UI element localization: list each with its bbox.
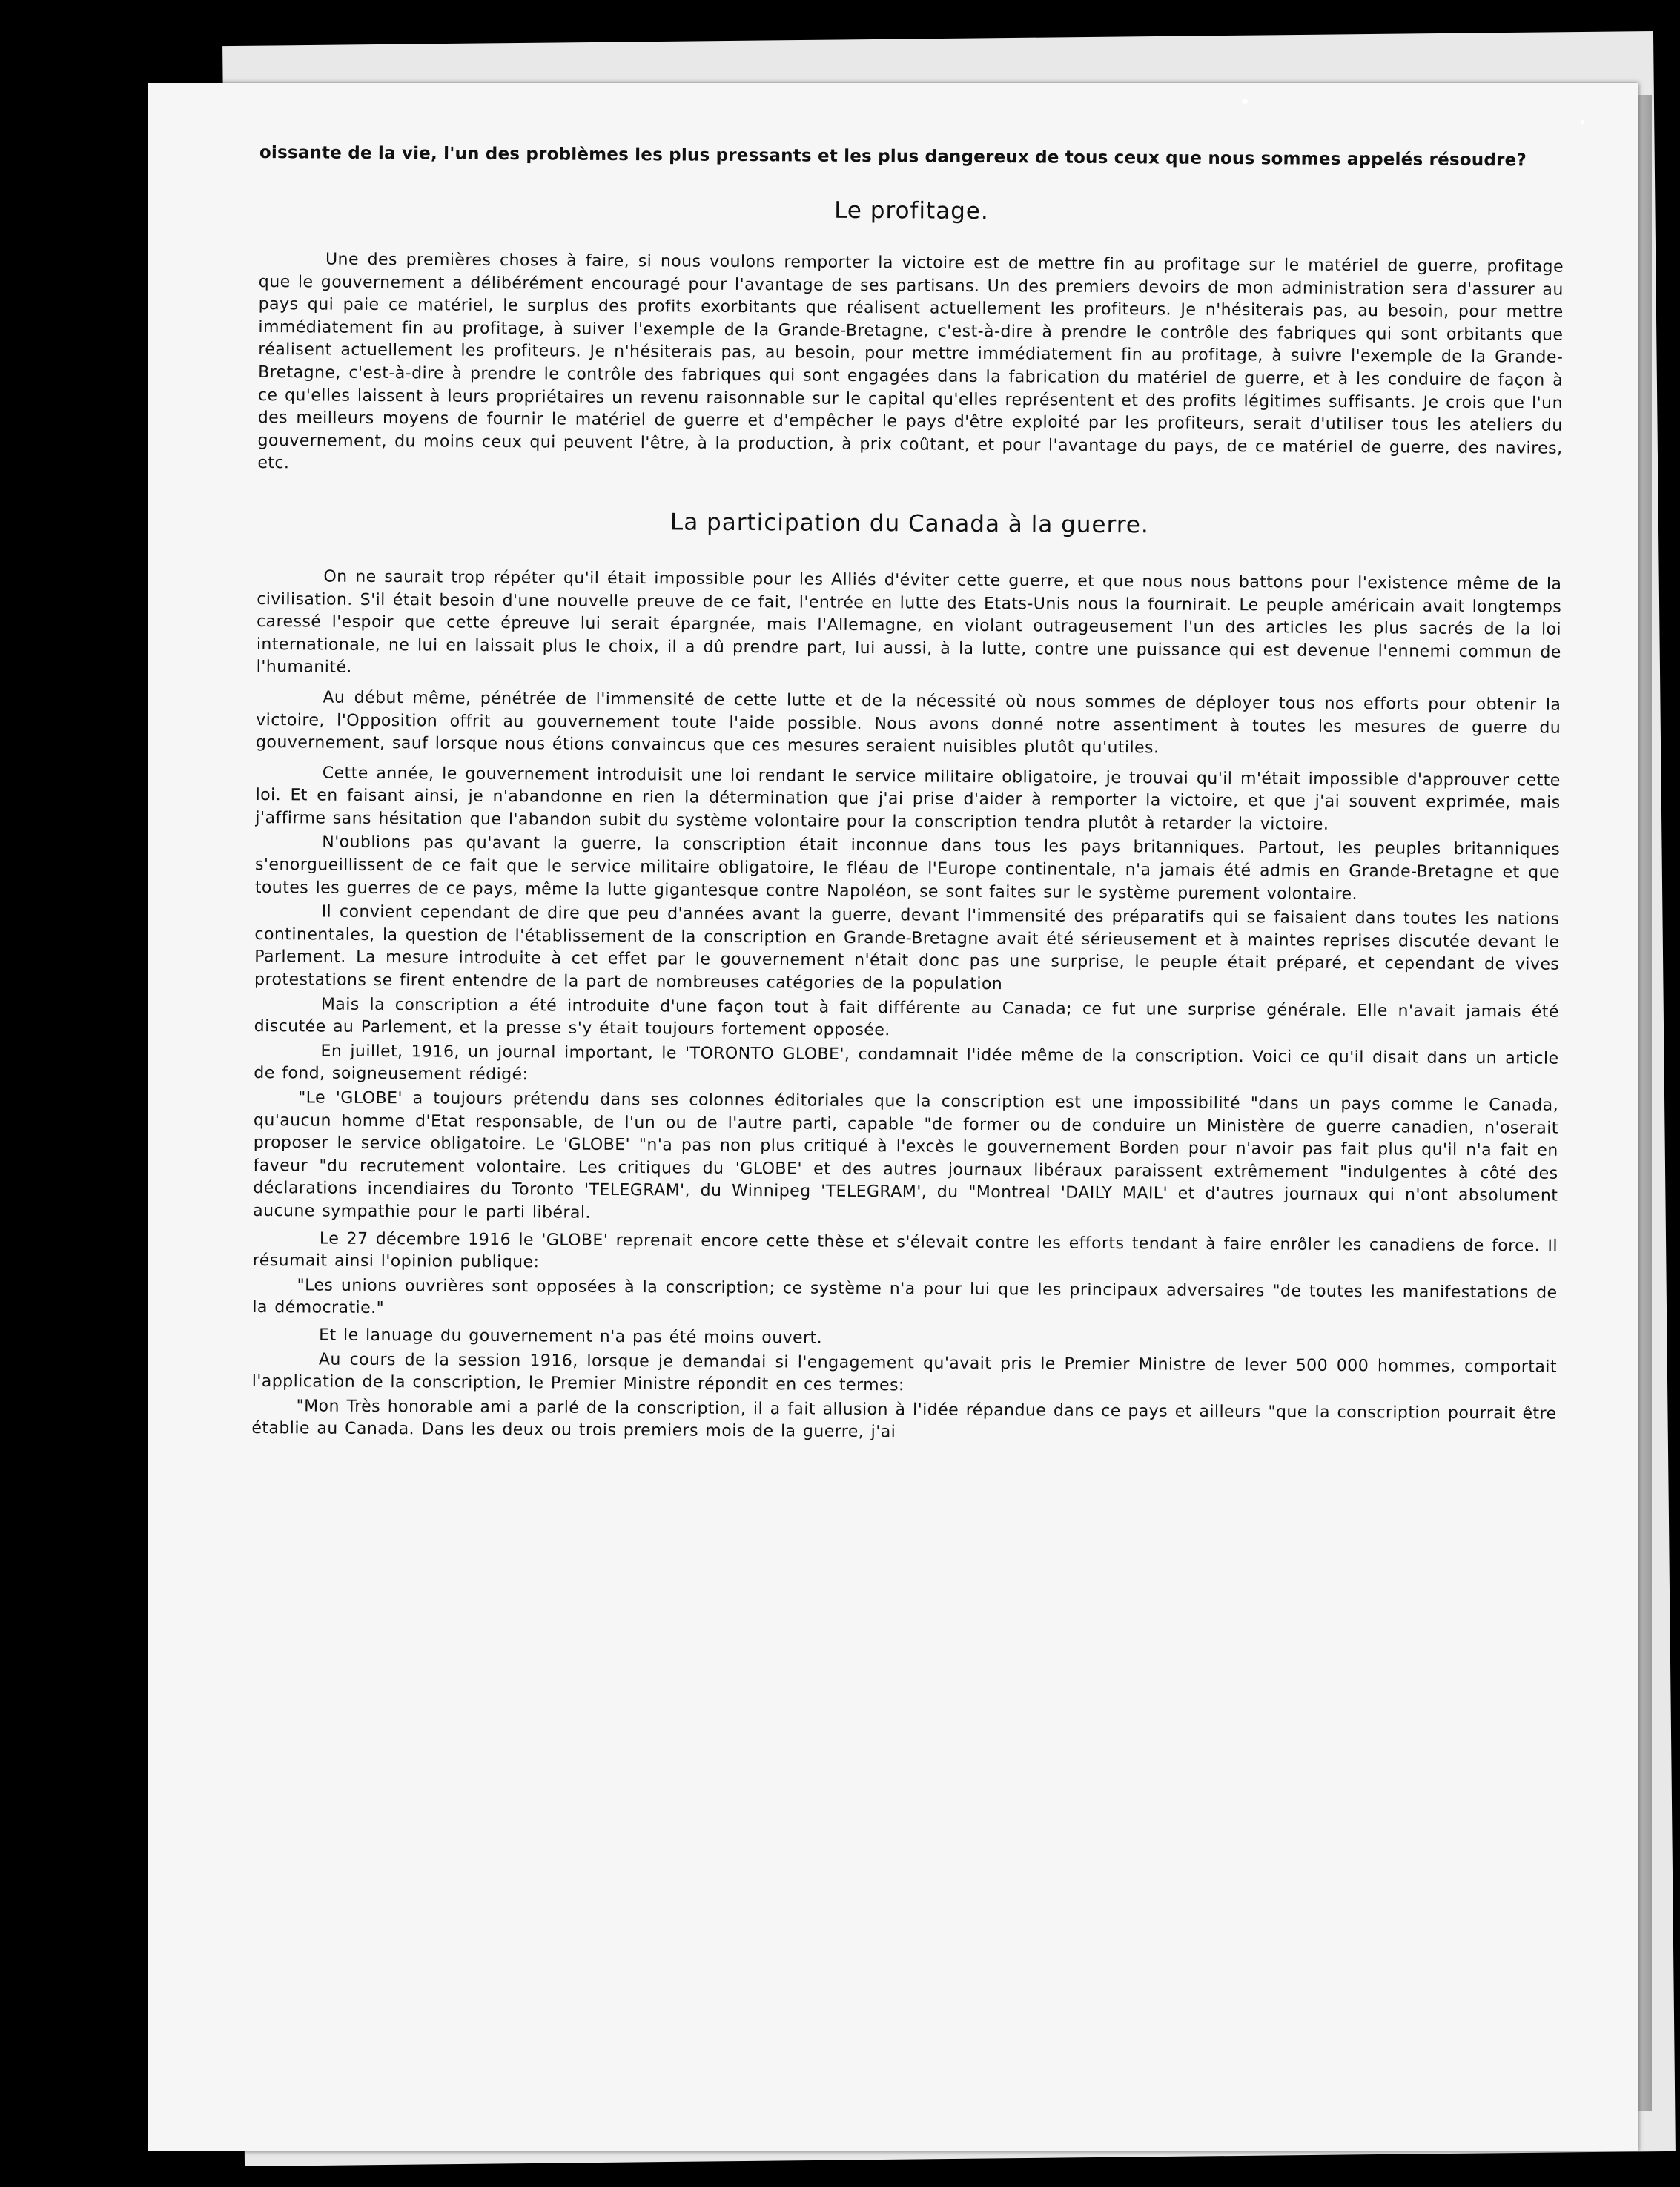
participation-paragraph-1: On ne saurait trop répéter qu'il était impossible pour les Alliés d'éviter cette guerre, et que nous nous battons pour l'existence même de la civilisation. S'il était besoin d'une nouvelle preuve de ce fait, l'entrée en lutte des Etats-Unis nous la fournirait. Le peuple américain avait longtemps caressé l'espoir que cette épreuve lui serait épargnée, mais l'Allemagne, en violant outrageusement l'un des articles les plus sacrés de la loi internationale, ne lui en laissait plus le choix, il a dû prendre part, lui aussi, à la lutte, contre une puissance qui est devenue l'ennemi commun de l'humanité.	[256, 567, 1562, 678]
participation-paragraph-4: N'oublions pas qu'avant la guerre, la conscription était inconnue dans tous les pays britanniques. Partout, les peuples britanniques s'enorgueillissent de ce fait que le service militaire obligatoire, le fléau de l'Europe continentale, n'a jamais été admis en Grande-Bretagne et que toutes les guerres de ce pays, même la lutte gigantesque contre Napoléon, se sont faites sur le système purement volontaire.	[254, 833, 1561, 904]
section-heading-profitage: Le profitage.	[834, 196, 989, 225]
scan-speck	[1581, 120, 1584, 124]
closing-paragraph-2: Au cours de la session 1916, lorsque je demandai si l'engagement qu'avait pris le Premier Ministre de lever 500 000 hommes, comportait l'application de la conscription, le Premier Ministre répondit en ces termes:	[251, 1350, 1558, 1395]
globe-quote-1: "Le 'GLOBE' a toujours prétendu dans ses colonnes éditoriales que la conscription est une impossibilité "dans un pays comme le Canada, qu'aucun homme d'Etat responsable, de l'un ou de l'autre parti, capable "de former ou de conduire un Ministère de guerre canadien, n'oserait proposer le service obligatoire. Le 'GLOBE' "n'a pas non plus critiqué à l'excès le gouvernement Borden pour n'avoir pas fait plus qu'il n'a fait en faveur "du recrutement volontaire. Les critiques du 'GLOBE' et des autres journaux libéraux paraissent extrêmement "indulgentes à côté des déclarations incendiaires du Toronto 'TELEGRAM', du Winnipeg 'TELEGRAM', du "Montreal 'DAILY MAIL' et d'autres journaux qui n'ont absolument aucune sympathie pour le parti libéral.	[253, 1088, 1559, 1222]
globe-quote-2: "Les unions ouvrières sont opposées à la conscription; ce système n'a pour lui que les principaux adversaires "de toutes les manifestations de la démocratie."	[252, 1276, 1558, 1318]
participation-paragraph-6: Mais la conscription a été introduite d'une façon tout à fait différente au Canada; ce fut une surprise générale. Elle n'avait jamais été discutée au Parlement, et la presse s'y était toujours fortement opposée.	[254, 995, 1559, 1040]
document-page	[148, 83, 1638, 2151]
section-heading-participation: La participation du Canada à la guerre.	[669, 509, 1149, 539]
lead-paragraph: oissante de la vie, l'un des problèmes les plus pressants et les plus dangereux de tous ceux que nous sommes appelés résoudre?	[259, 142, 1527, 171]
participation-paragraph-2: Au début même, pénétrée de l'immensité de cette lutte et de la nécessité où nous sommes de déployer tous nos efforts pour obtenir la victoire, l'Opposition offrit au gouvernement toute l'aide possible. Nous avons donné notre assentiment à toutes les mesures de guerre du gouvernement, sauf lorsque nous étions convaincus que ces mesures seraient nuisibles plutôt qu'utiles.	[255, 688, 1561, 758]
page-content	[251, 142, 1564, 1453]
participation-paragraph-3: Cette année, le gouvernement introduisit une loi rendant le service militaire obligatoire, je trouvai qu'il m'était impossible d'approuver cette loi. Et en faisant ainsi, je n'abandonne en rien la détermination que j'ai prise d'aider à remporter la victoire, et que j'ai souvent exprimée, mais j'affirme sans hésitation que l'abandon subit du système volontaire pour la conscription tendra plutôt à retarder la victoire.	[255, 764, 1561, 834]
participation-paragraph-5: Il convient cependant de dire que peu d'années avant la guerre, devant l'immensité des préparatifs qui se faisaient dans toutes les nations continentales, la question de l'établissement de la conscription en Grande-Bretagne avait été sérieusement et à maintes reprises discutée devant le Parlement. La mesure introduite à cet effet par le gouvernement n'était donc pas une surprise, le peuple était préparé, et cependant de vives protestations se firent entendre de la part de nombreuses catégories de la population	[254, 902, 1560, 994]
closing-paragraph-1: Et le lanuage du gouvernement n'a pas été moins ouvert.	[319, 1326, 823, 1348]
scan-speck	[1242, 99, 1248, 104]
premier-quote: "Mon Très honorable ami a parlé de la conscription, il a fait allusion à l'idée répandue dans ce pays et ailleurs "que la conscription pourrait être établie au Canada. Dans les deux ou trois premiers mois de la guerre, j'ai	[251, 1397, 1557, 1442]
profitage-paragraph: Une des premières choses à faire, si nous voulons remporter la victoire est de mettre fin au profitage sur le matériel de guerre, profitage que le gouvernement a délibérément encouragé pour l'avantage de ses partisans. Un des premiers devoirs de mon administration sera d'assurer au pays qui paie ce matériel, le surplus des profits exorbitants que réalisent actuellement les profiteurs. Je n'hésiterais pas, au besoin, pour mettre immédiatement fin au profitage, à suiver l'exemple de la Grande-Bretagne, c'est-à-dire à prendre le contrôle des fabriques qui sont orbitants que réalisent actuellement les profiteurs. Je n'hésiterais pas, au besoin, pour mettre immédiatement fin au profitage, à suivre l'exemple de la Grande-Bretagne, c'est-à-dire à prendre le contrôle des fabriques qui sont engagées dans la fabrication du matériel de guerre, et à les conduire de façon à ce qu'elles laissent à leurs propriétaires un revenu raisonnable sur le capital qu'elles représentent et des profits légitimes suffisants. Je crois que l'un des meilleurs moyens de fournir le matériel de guerre et d'empêcher le pays d'être exploité par les profiteurs, serait d'utiliser tous les ateliers du gouvernement, du moins ceux qui peuvent l'être, à la production, à prix coûtant, et pour l'avantage du pays, de ce matériel de guerre, des navires, etc.	[257, 250, 1564, 473]
paragraph-after-quote: Le 27 décembre 1916 le 'GLOBE' reprenait encore cette thèse et s'élevait contre les efforts tendant à faire enrôler les canadiens de force. Il résumait ainsi l'opinion publique:	[252, 1229, 1558, 1272]
participation-paragraph-7: En juillet, 1916, un journal important, le 'TORONTO GLOBE', condamnait l'idée même de la conscription. Voici ce qu'il disait dans un article de fond, soigneusement rédigé:	[254, 1042, 1559, 1085]
